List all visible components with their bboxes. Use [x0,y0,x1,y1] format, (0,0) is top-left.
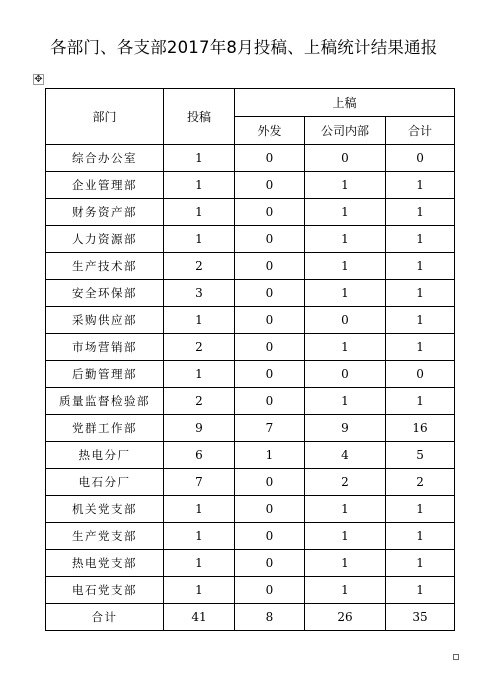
table-row [46,280,455,307]
internal-cell: 0 [305,361,386,388]
subtotal-cell: 0 [386,361,455,388]
table-row [46,577,455,604]
department-cell: 安全环保部 [46,280,164,307]
internal-cell: 1 [305,496,386,523]
subtotal-cell: 1 [386,172,455,199]
submitted-cell: 1 [164,496,235,523]
internal-cell: 1 [305,172,386,199]
external-cell: 0 [235,172,305,199]
submitted-cell: 1 [164,523,235,550]
subtotal-cell: 1 [386,523,455,550]
department-cell: 电石分厂 [46,469,164,496]
internal-cell: 9 [305,415,386,442]
table-row [46,523,455,550]
table-row [46,442,455,469]
department-cell: 合计 [46,604,164,631]
subtotal-cell: 1 [386,388,455,415]
submitted-cell: 6 [164,442,235,469]
external-cell: 0 [235,226,305,253]
department-cell: 机关党支部 [46,496,164,523]
table-row [46,469,455,496]
department-cell: 生产技术部 [46,253,164,280]
external-cell: 8 [235,604,305,631]
subtotal-cell: 5 [386,442,455,469]
department-cell: 采购供应部 [46,307,164,334]
internal-cell: 1 [305,253,386,280]
subtotal-cell: 1 [386,577,455,604]
external-cell: 0 [235,307,305,334]
submitted-cell: 2 [164,388,235,415]
internal-cell: 1 [305,577,386,604]
internal-cell: 0 [305,307,386,334]
internal-cell: 1 [305,226,386,253]
internal-cell: 1 [305,550,386,577]
subtotal-header: 合计 [386,117,455,145]
table-row [46,253,455,280]
department-cell: 财务资产部 [46,199,164,226]
table-row [46,361,455,388]
submitted-cell: 1 [164,577,235,604]
submitted-cell: 3 [164,280,235,307]
internal-cell: 1 [305,199,386,226]
subtotal-cell: 1 [386,280,455,307]
submitted-cell: 1 [164,307,235,334]
total-row [46,604,455,631]
submitted-cell: 1 [164,172,235,199]
external-cell: 1 [235,442,305,469]
table-row [46,496,455,523]
external-cell: 0 [235,577,305,604]
department-cell: 生产党支部 [46,523,164,550]
external-cell: 0 [235,496,305,523]
internal-cell: 1 [305,523,386,550]
submitted-cell: 1 [164,199,235,226]
external-cell: 0 [235,469,305,496]
department-cell: 人力资源部 [46,226,164,253]
external-cell: 0 [235,145,305,172]
subtotal-cell: 0 [386,145,455,172]
internal-cell: 26 [305,604,386,631]
department-cell: 质量监督检验部 [46,388,164,415]
internal-cell: 0 [305,145,386,172]
internal-header: 公司内部 [305,117,386,145]
department-header: 部门 [46,89,164,145]
subtotal-cell: 1 [386,496,455,523]
subtotal-cell: 1 [386,253,455,280]
table-resize-handle-icon[interactable] [453,654,459,660]
department-cell: 党群工作部 [46,415,164,442]
submitted-cell: 2 [164,334,235,361]
external-cell: 0 [235,388,305,415]
table-row [46,415,455,442]
internal-cell: 2 [305,469,386,496]
subtotal-cell: 1 [386,307,455,334]
external-cell: 0 [235,253,305,280]
external-cell: 0 [235,334,305,361]
external-cell: 7 [235,415,305,442]
department-cell: 热电分厂 [46,442,164,469]
submitted-cell: 41 [164,604,235,631]
subtotal-cell: 1 [386,226,455,253]
table-row [46,334,455,361]
submitted-cell: 1 [164,226,235,253]
subtotal-cell: 1 [386,199,455,226]
external-cell: 0 [235,199,305,226]
table-row [46,226,455,253]
table-row [46,307,455,334]
submitted-cell: 2 [164,253,235,280]
submitted-cell: 1 [164,550,235,577]
internal-cell: 1 [305,388,386,415]
published-header: 上稿 [235,89,455,117]
subtotal-cell: 1 [386,550,455,577]
external-cell: 0 [235,550,305,577]
table-row [46,199,455,226]
table-row [46,145,455,172]
department-cell: 电石党支部 [46,577,164,604]
subtotal-cell: 35 [386,604,455,631]
subtotal-cell: 2 [386,469,455,496]
document-title: 各部门、各支部2017年8月投稿、上稿统计结果通报 [50,38,438,57]
table-row [46,388,455,415]
table-move-handle-icon[interactable]: ✥ [34,74,43,85]
subtotal-cell: 16 [386,415,455,442]
external-cell: 0 [235,280,305,307]
subtotal-cell: 1 [386,334,455,361]
external-header: 外发 [235,117,305,145]
department-cell: 企业管理部 [46,172,164,199]
department-cell: 市场营销部 [46,334,164,361]
internal-cell: 4 [305,442,386,469]
submitted-cell: 1 [164,145,235,172]
external-cell: 0 [235,523,305,550]
department-cell: 综合办公室 [46,145,164,172]
department-cell: 后勤管理部 [46,361,164,388]
department-cell: 热电党支部 [46,550,164,577]
submitted-cell: 1 [164,361,235,388]
submitted-header: 投稿 [164,89,235,145]
statistics-table [45,88,455,631]
external-cell: 0 [235,361,305,388]
internal-cell: 1 [305,280,386,307]
table-row [46,172,455,199]
submitted-cell: 7 [164,469,235,496]
table-row [46,550,455,577]
header-row-top [46,89,455,117]
internal-cell: 1 [305,334,386,361]
submitted-cell: 9 [164,415,235,442]
